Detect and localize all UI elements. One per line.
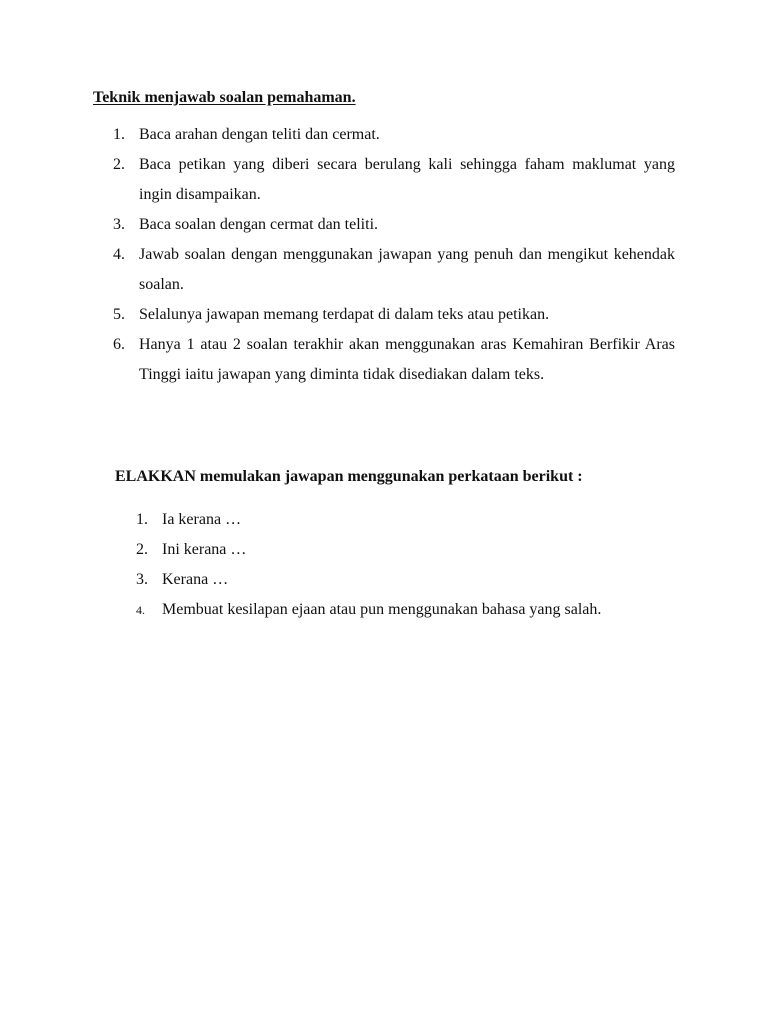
item-number: 3. [136,571,148,588]
elakkan-list [136,505,696,625]
list-item [136,505,696,535]
item-text: Jawab soalan dengan menggunakan jawapan yang penuh dan mengikut kehendak soalan. [139,246,675,293]
item-number: 2. [113,156,125,173]
list-item [113,240,675,300]
item-text: Ia kerana … [162,511,242,528]
list-item [113,330,675,390]
item-number: 5. [113,306,125,323]
item-number: 4. [113,246,125,263]
item-text: Hanya 1 atau 2 soalan terakhir akan menggunakan aras Kemahiran Berfikir Aras Tinggi iaitu jawapan yang diminta tidak disediakan dalam teks. [139,336,675,383]
teknik-list [113,120,675,390]
list-item [136,565,696,595]
list-item [113,210,675,240]
section-title-elakkan: ELAKKAN memulakan jawapan menggunakan perkataan berikut : [115,468,583,485]
item-text: Baca soalan dengan cermat dan teliti. [139,216,379,233]
item-number: 1. [136,511,148,528]
item-text: Membuat kesilapan ejaan atau pun menggunakan bahasa yang salah. [162,601,602,618]
list-item [136,595,696,625]
item-text: Baca arahan dengan teliti dan cermat. [139,126,380,143]
list-item [136,535,696,565]
item-text: Ini kerana … [162,541,247,558]
item-text: Baca petikan yang diberi secara berulang kali sehingga faham maklumat yang ingin disampaikan. [139,156,675,203]
item-number: 4. [136,603,145,617]
item-number: 6. [113,336,125,353]
section-title-teknik: Teknik menjawab soalan pemahaman. [93,89,356,106]
list-item [113,120,675,150]
item-number: 3. [113,216,125,233]
list-item [113,300,675,330]
item-number: 2. [136,541,148,558]
list-item [113,150,675,210]
item-text: Kerana … [162,571,229,588]
item-text: Selalunya jawapan memang terdapat di dalam teks atau petikan. [139,306,550,323]
item-number: 1. [113,126,125,143]
